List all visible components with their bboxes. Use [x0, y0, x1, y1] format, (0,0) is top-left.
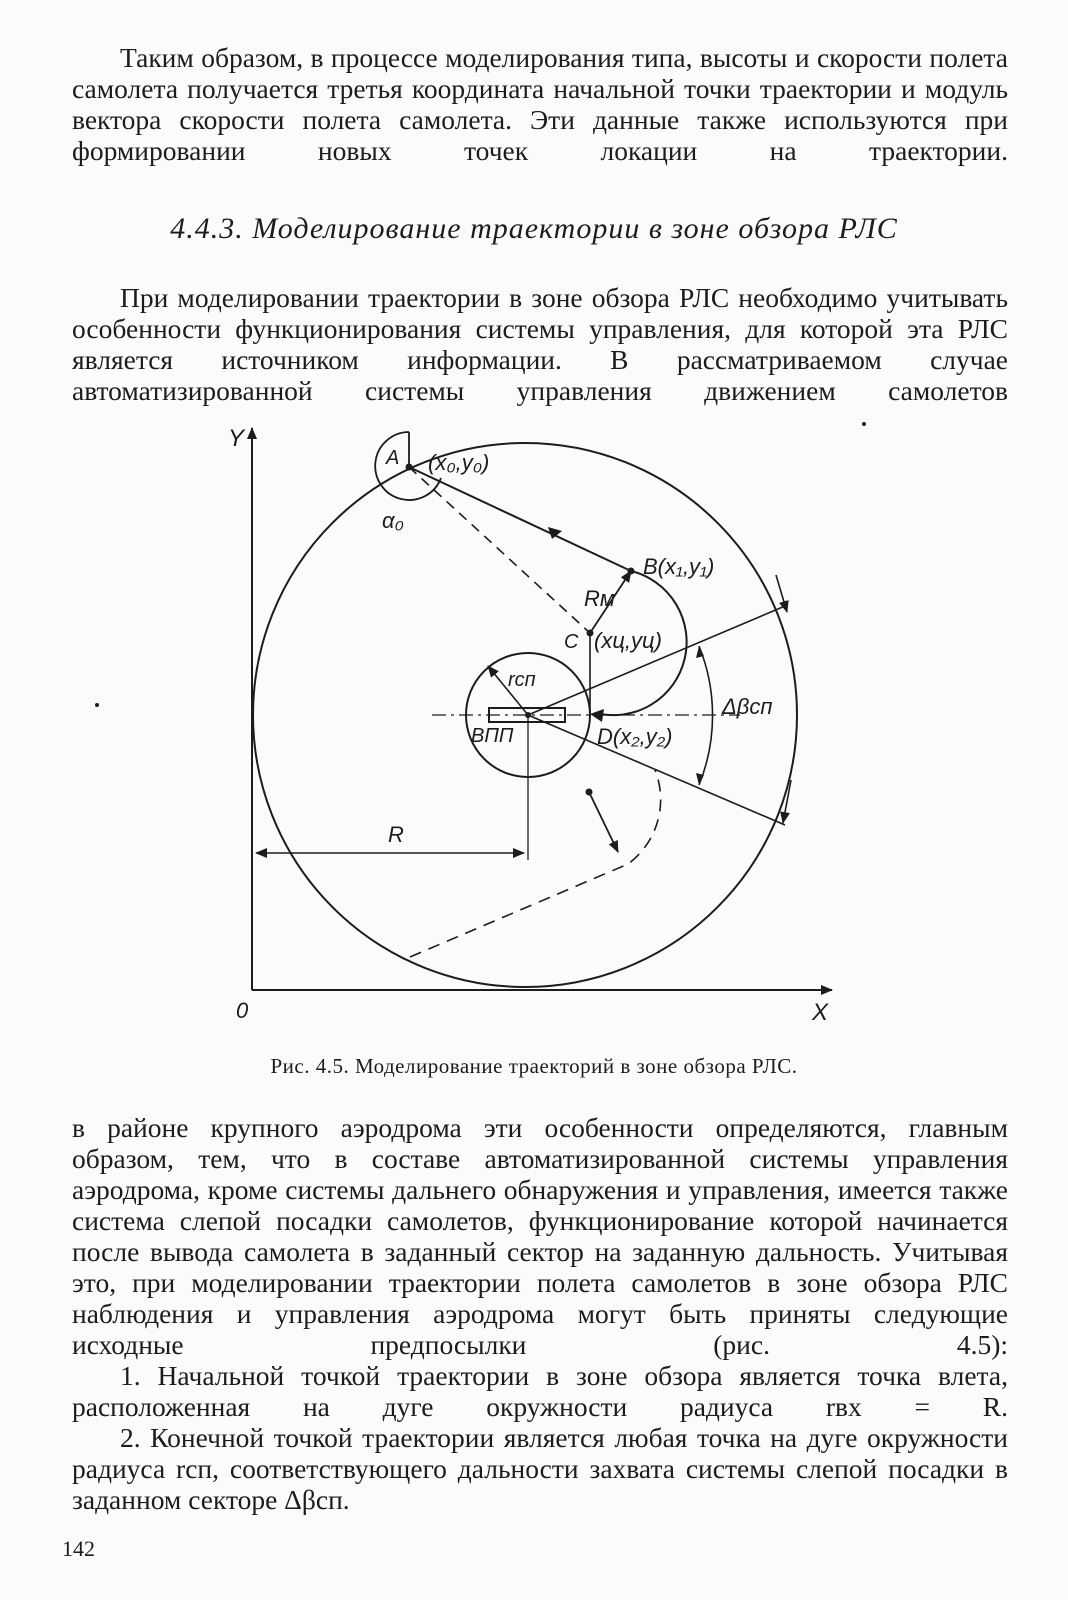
- axis-y-label: Y: [228, 425, 245, 452]
- second-trajectory-arrow: [589, 792, 618, 852]
- point-d-label: D(x₂,y₂): [597, 724, 673, 749]
- angle-alpha-label: α₀: [382, 508, 404, 533]
- intro-paragraph: Таким образом, в процессе моделирования типа, высоты и скорости полета самолета получается третья координата начальной точки траектории и модуль вектора скорости полета самолета. Эти данные также используются при формировании новых точек локации на траектории.: [72, 42, 1008, 166]
- list-item-2: 2. Конечной точкой траектории является любая точка на дуге окружности радиуса rсп, соответствующего дальности захвата системы слепой посадки в заданном секторе Δβсп.: [72, 1422, 1008, 1515]
- paragraph-before-figure: При моделировании траектории в зоне обзора РЛС необходимо учитывать особенности функционирования системы управления, для которой эта РЛС является источником информации. В рассматриваемом случае автоматизированной системы управления движением самолетов: [72, 282, 1008, 406]
- point-a-label: A: [386, 447, 400, 469]
- radius-rsp-label: rсп: [508, 669, 536, 691]
- figure-caption: Рис. 4.5. Моделирование траекторий в зоне обзора РЛС.: [270, 1054, 798, 1078]
- dashed-ac: [409, 467, 590, 633]
- point-c-label: C: [564, 631, 579, 653]
- radius-r-label: R: [388, 822, 404, 847]
- axis-x-label: X: [812, 999, 829, 1026]
- second-trajectory-dashed: [410, 770, 661, 957]
- trajectory-ab: [409, 467, 631, 571]
- radius-rm-label: Rм: [584, 586, 615, 611]
- point-b-label: B(x₁,y₁): [643, 554, 715, 579]
- point-c-coords: (xц,yц): [594, 628, 662, 653]
- page-number: 142: [62, 1536, 95, 1561]
- section-heading: 4.4.3. Моделирование траектории в зоне обзора РЛС: [170, 212, 898, 245]
- list-item-1: 1. Начальной точкой траектории в зоне обзора является точка влета, расположенная на дуге окружности радиуса rвх = R.: [72, 1360, 1008, 1422]
- sector-angle-label: Δβсп: [722, 694, 773, 719]
- runway-label: ВПП: [471, 725, 514, 747]
- origin-label: 0: [236, 998, 249, 1023]
- point-a-coords: (x₀,y₀): [428, 450, 490, 475]
- figure-4-5: [0, 410, 1068, 1050]
- paragraph-after-figure: в районе крупного аэродрома эти особенности определяются, главным образом, тем, что в составе автоматизированной системы управления аэродрома, кроме системы дальнего обнаружения и управления, имеется также система слепой посадки самолетов, функционирование которой начинается после вывода самолета в заданный сектор на заданную дальность. Учитывая это, при моделировании траектории полета самолетов в зоне обзора РЛС наблюдения и управления аэродрома могут быть приняты следующие исходные предпосылки (рис. 4.5):: [72, 1112, 1008, 1360]
